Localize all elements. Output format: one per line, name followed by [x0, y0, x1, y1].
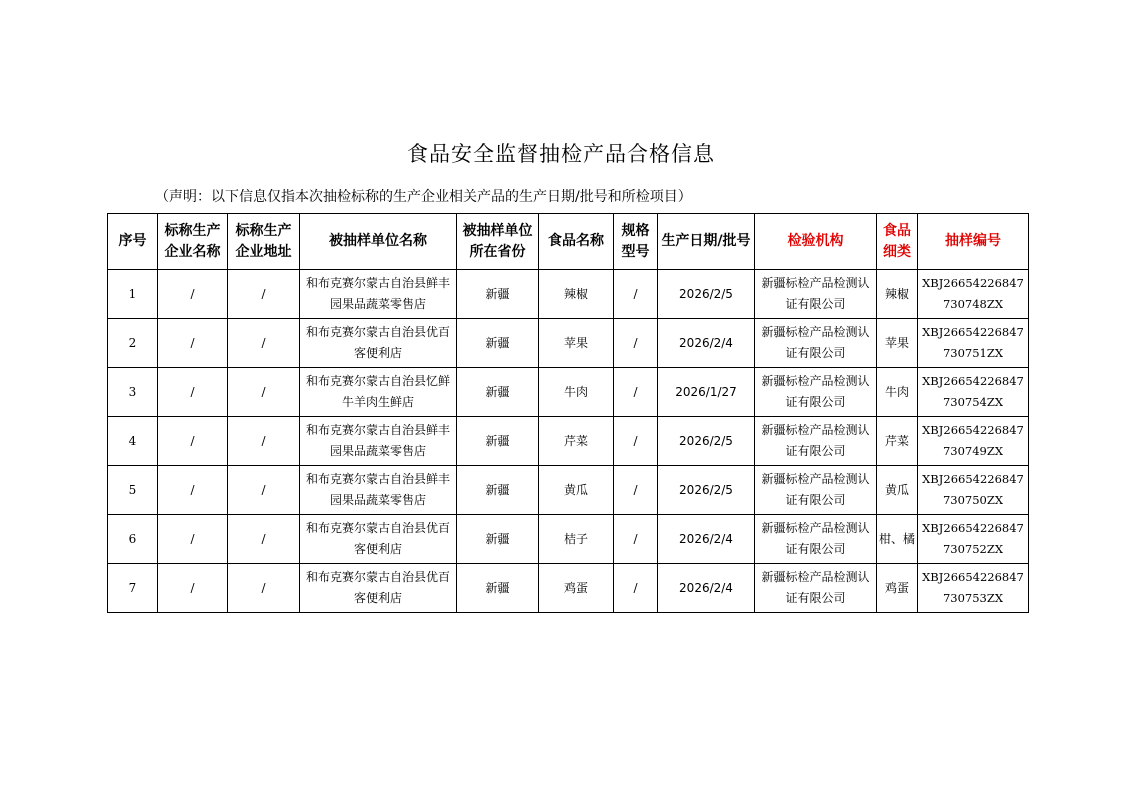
- header-serial-no: 序号: [108, 214, 158, 270]
- sample-code-cell: XBJ26654226847730752ZX: [918, 515, 1029, 564]
- food-name-cell: 黄瓜: [539, 466, 614, 515]
- header-production-date: 生产日期/批号: [658, 214, 755, 270]
- sampled-unit-cell: 和布克赛尔蒙古自治县优百客便利店: [300, 564, 457, 613]
- table-header: [108, 214, 1029, 270]
- food-category-cell: 芹菜: [877, 417, 918, 466]
- producer-address-cell: /: [228, 368, 300, 417]
- sample-code-cell: XBJ26654226847730754ZX: [918, 368, 1029, 417]
- spec-model-cell: /: [614, 368, 658, 417]
- sampled-unit-cell: 和布克赛尔蒙古自治县优百客便利店: [300, 515, 457, 564]
- food-name-cell: 辣椒: [539, 270, 614, 319]
- province-cell: 新疆: [457, 319, 539, 368]
- spec-model-cell: /: [614, 270, 658, 319]
- food-category-cell: 柑、橘: [877, 515, 918, 564]
- inspection-agency-cell: 新疆标检产品检测认证有限公司: [755, 417, 877, 466]
- disclaimer-note: （声明：以下信息仅指本次抽检标称的生产企业相关产品的生产日期/批号和所检项目）: [155, 189, 692, 205]
- spec-model-cell: /: [614, 564, 658, 613]
- sampled-unit-cell: 和布克赛尔蒙古自治县鲜丰园果品蔬菜零售店: [300, 270, 457, 319]
- food-category-cell: 黄瓜: [877, 466, 918, 515]
- table-row: [108, 368, 1029, 417]
- table-body: [108, 270, 1029, 613]
- table-row: [108, 319, 1029, 368]
- food-category-cell: 苹果: [877, 319, 918, 368]
- province-cell: 新疆: [457, 368, 539, 417]
- producer-address-cell: /: [228, 270, 300, 319]
- header-food-category: 食品细类: [877, 214, 918, 270]
- sampled-unit-cell: 和布克赛尔蒙古自治县优百客便利店: [300, 319, 457, 368]
- spec-model-cell: /: [614, 466, 658, 515]
- header-spec-model: 规格型号: [614, 214, 658, 270]
- food-category-cell: 牛肉: [877, 368, 918, 417]
- sample-code-cell: XBJ26654226847730753ZX: [918, 564, 1029, 613]
- inspection-agency-cell: 新疆标检产品检测认证有限公司: [755, 319, 877, 368]
- inspection-agency-cell: 新疆标检产品检测认证有限公司: [755, 515, 877, 564]
- header-food-name: 食品名称: [539, 214, 614, 270]
- table-row: [108, 270, 1029, 319]
- header-sampled-unit: 被抽样单位名称: [300, 214, 457, 270]
- header-inspection-agency: 检验机构: [755, 214, 877, 270]
- food-name-cell: 牛肉: [539, 368, 614, 417]
- production-date-cell: 2026/2/4: [658, 319, 755, 368]
- producer-address-cell: /: [228, 515, 300, 564]
- header-producer-address: 标称生产企业地址: [228, 214, 300, 270]
- food-name-cell: 芹菜: [539, 417, 614, 466]
- producer-address-cell: /: [228, 564, 300, 613]
- sample-code-cell: XBJ26654226847730749ZX: [918, 417, 1029, 466]
- serial-no-cell: 5: [108, 466, 158, 515]
- producer-address-cell: /: [228, 319, 300, 368]
- serial-no-cell: 2: [108, 319, 158, 368]
- province-cell: 新疆: [457, 417, 539, 466]
- serial-no-cell: 1: [108, 270, 158, 319]
- producer-name-cell: /: [158, 466, 228, 515]
- serial-no-cell: 4: [108, 417, 158, 466]
- inspection-results-table: [107, 213, 1029, 613]
- production-date-cell: 2026/2/4: [658, 564, 755, 613]
- production-date-cell: 2026/1/27: [658, 368, 755, 417]
- producer-address-cell: /: [228, 417, 300, 466]
- producer-name-cell: /: [158, 417, 228, 466]
- producer-name-cell: /: [158, 319, 228, 368]
- inspection-agency-cell: 新疆标检产品检测认证有限公司: [755, 564, 877, 613]
- header-province: 被抽样单位所在省份: [457, 214, 539, 270]
- food-category-cell: 辣椒: [877, 270, 918, 319]
- production-date-cell: 2026/2/4: [658, 515, 755, 564]
- province-cell: 新疆: [457, 515, 539, 564]
- serial-no-cell: 6: [108, 515, 158, 564]
- header-row: [108, 214, 1029, 270]
- producer-name-cell: /: [158, 564, 228, 613]
- sample-code-cell: XBJ26654226847730748ZX: [918, 270, 1029, 319]
- sample-code-cell: XBJ26654226847730751ZX: [918, 319, 1029, 368]
- production-date-cell: 2026/2/5: [658, 417, 755, 466]
- producer-address-cell: /: [228, 466, 300, 515]
- sampled-unit-cell: 和布克赛尔蒙古自治县鲜丰园果品蔬菜零售店: [300, 466, 457, 515]
- province-cell: 新疆: [457, 270, 539, 319]
- document-title: 食品安全监督抽检产品合格信息: [407, 142, 715, 166]
- province-cell: 新疆: [457, 466, 539, 515]
- header-sample-code: 抽样编号: [918, 214, 1029, 270]
- spec-model-cell: /: [614, 417, 658, 466]
- header-producer-name: 标称生产企业名称: [158, 214, 228, 270]
- food-name-cell: 桔子: [539, 515, 614, 564]
- production-date-cell: 2026/2/5: [658, 466, 755, 515]
- table-row: [108, 466, 1029, 515]
- inspection-agency-cell: 新疆标检产品检测认证有限公司: [755, 270, 877, 319]
- producer-name-cell: /: [158, 368, 228, 417]
- spec-model-cell: /: [614, 319, 658, 368]
- table-row: [108, 564, 1029, 613]
- producer-name-cell: /: [158, 515, 228, 564]
- production-date-cell: 2026/2/5: [658, 270, 755, 319]
- food-category-cell: 鸡蛋: [877, 564, 918, 613]
- spec-model-cell: /: [614, 515, 658, 564]
- serial-no-cell: 7: [108, 564, 158, 613]
- table-row: [108, 515, 1029, 564]
- inspection-agency-cell: 新疆标检产品检测认证有限公司: [755, 368, 877, 417]
- serial-no-cell: 3: [108, 368, 158, 417]
- province-cell: 新疆: [457, 564, 539, 613]
- sample-code-cell: XBJ26654226847730750ZX: [918, 466, 1029, 515]
- food-name-cell: 苹果: [539, 319, 614, 368]
- sampled-unit-cell: 和布克赛尔蒙古自治县忆鲜牛羊肉生鲜店: [300, 368, 457, 417]
- table-row: [108, 417, 1029, 466]
- inspection-agency-cell: 新疆标检产品检测认证有限公司: [755, 466, 877, 515]
- sampled-unit-cell: 和布克赛尔蒙古自治县鲜丰园果品蔬菜零售店: [300, 417, 457, 466]
- producer-name-cell: /: [158, 270, 228, 319]
- food-name-cell: 鸡蛋: [539, 564, 614, 613]
